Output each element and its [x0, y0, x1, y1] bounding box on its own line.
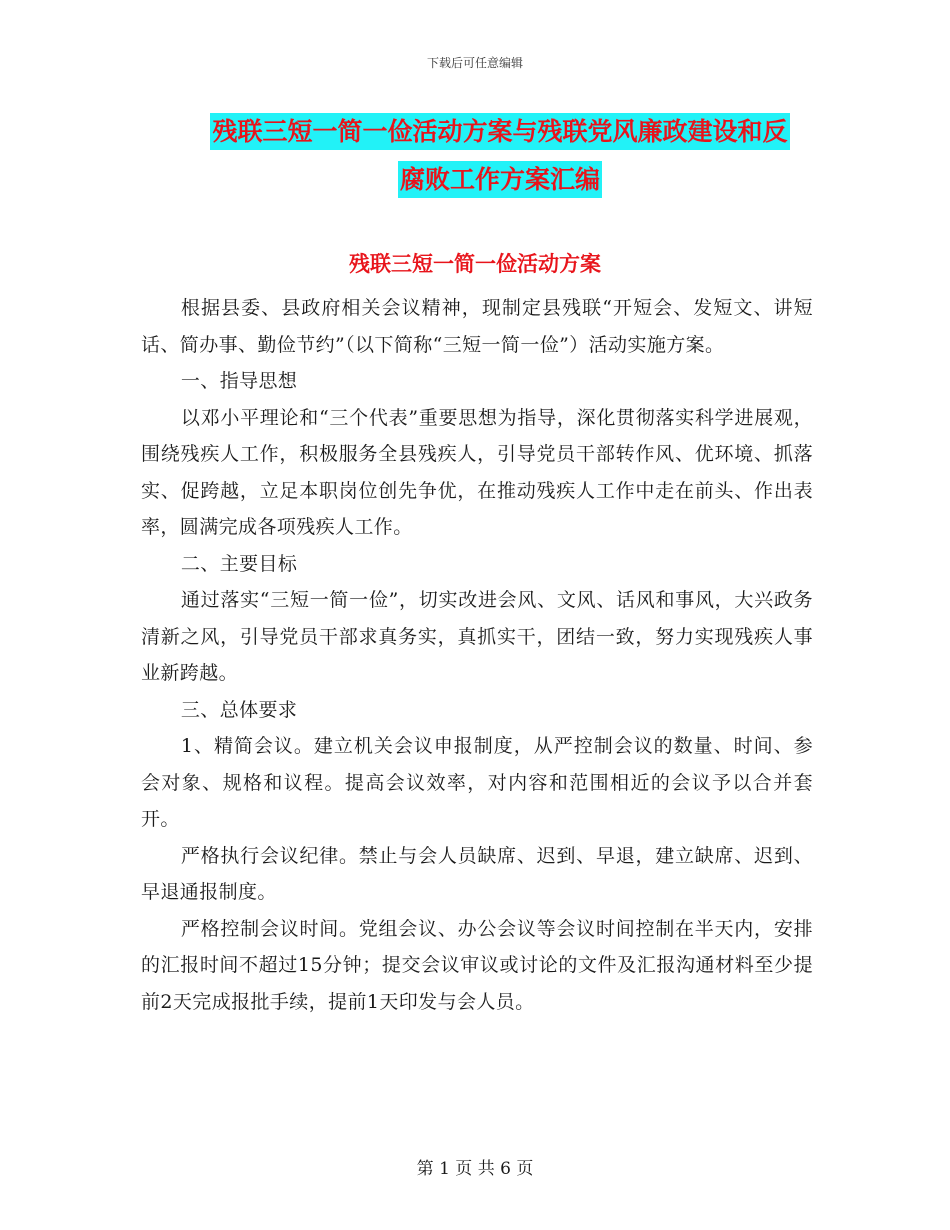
heading-main-goals: 二、主要目标: [180, 552, 298, 575]
paragraph-guiding-ideology: 以邓小平理论和“三个代表”重要思想为指导，深化贯彻落实科学进展观，围绕残疾人工作，积极服务全县残疾人，引导党员干部转作风、优环境、抓落实、促跨越，立足本职岗位创先争优，在推动残疾人工作中走在前头、作出表率，圆满完成各项残疾人工作。: [141, 406, 813, 538]
document-title: [140, 108, 860, 204]
section-title: 残联三短一简一俭活动方案: [349, 251, 601, 276]
paragraph-meeting-discipline: 严格执行会议纪律。禁止与会人员缺席、迟到、早退，建立缺席、迟到、早退通报制度。: [141, 844, 813, 903]
document-title-line-1: 残联三短一简一俭活动方案与残联党风廉政建设和反: [210, 113, 789, 150]
page-number: 第 1 页 共 6 页: [416, 1159, 534, 1179]
document-body: [141, 290, 813, 1020]
paragraph-intro: 根据县委、县政府相关会议精神，现制定县残联“开短会、发短文、讲短话、简办事、勤俭节约”（以下简称“三短一简一俭”）活动实施方案。: [141, 297, 813, 356]
paragraph-meeting-time: 严格控制会议时间。党组会议、办公会议等会议时间控制在半天内，安排的汇报时间不超过15分钟；提交会议审议或讨论的文件及汇报沟通材料至少提前2天完成报批手续，提前1天印发与会人员。: [141, 917, 813, 1013]
paragraph-main-goals: 通过落实“三短一简一俭”，切实改进会风、文风、话风和事风，大兴政务清新之风，引导党员干部求真务实，真抓实干，团结一致，努力实现残疾人事业新跨越。: [141, 589, 813, 684]
document-title-line-2: 腐败工作方案汇编: [398, 161, 602, 198]
paragraph-streamline-meetings: 1、精简会议。建立机关会议申报制度，从严控制会议的数量、时间、参会对象、规格和议程。提高会议效率，对内容和范围相近的会议予以合并套开。: [141, 735, 813, 830]
heading-overall-requirements: 三、总体要求: [180, 698, 298, 721]
heading-guiding-ideology: 一、指导思想: [180, 370, 298, 392]
header-note: 下载后可任意编辑: [426, 56, 523, 70]
